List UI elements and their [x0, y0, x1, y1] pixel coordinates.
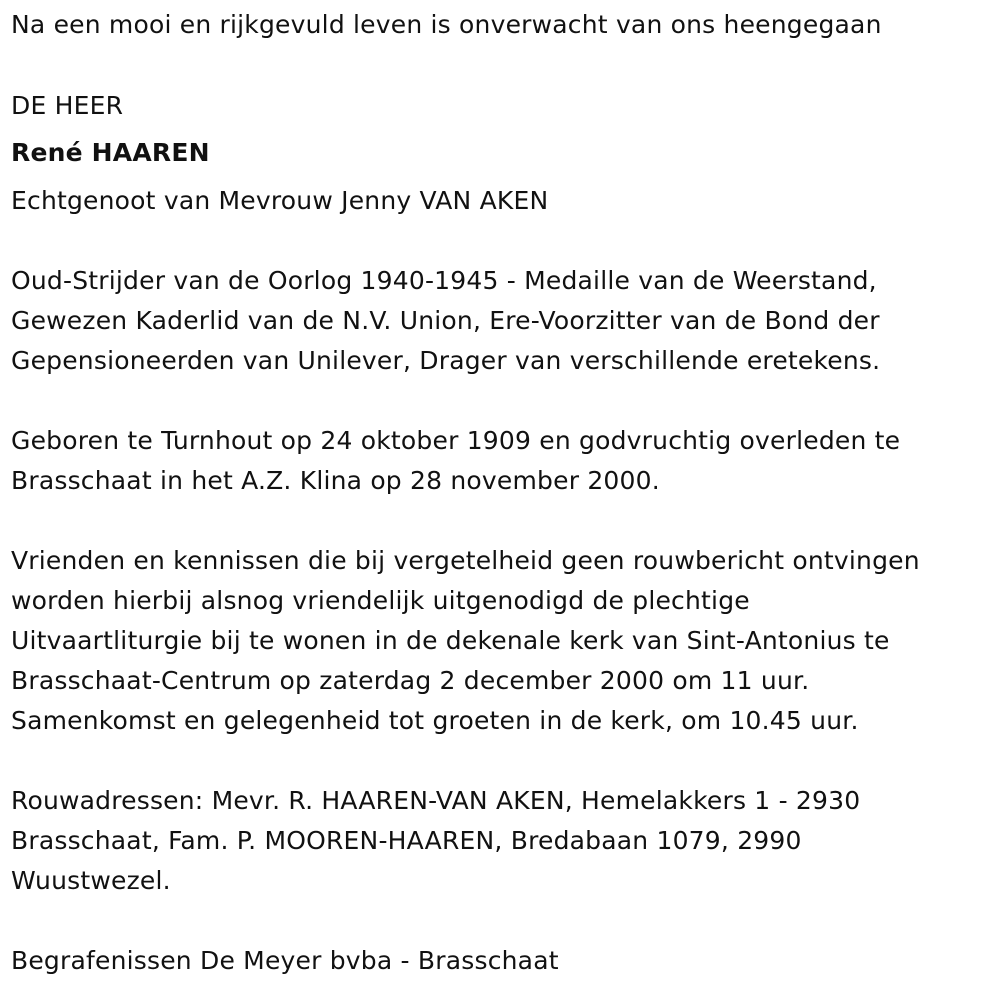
title-prefix: DE HEER: [11, 91, 124, 120]
invitation-line: Vrienden en kennissen die bij vergetelheid geen rouwbericht ontvingen: [11, 546, 920, 575]
opening-line: Na een mooi en rijkgevuld leven is onverwacht van ons heengegaan: [11, 10, 882, 39]
distinctions-line: Gepensioneerden van Unilever, Drager van verschillende eretekens.: [11, 346, 881, 375]
address-line: Wuustwezel.: [11, 866, 171, 895]
distinctions-line: Oud-Strijder van de Oorlog 1940-1945 - Medaille van de Weerstand,: [11, 266, 877, 295]
birth-death-line: Geboren te Turnhout op 24 oktober 1909 en godvruchtig overleden te: [11, 426, 901, 455]
invitation-line: Brasschaat-Centrum op zaterdag 2 december 2000 om 11 uur.: [11, 666, 810, 695]
spouse-line: Echtgenoot van Mevrouw Jenny VAN AKEN: [11, 186, 549, 215]
funeral-home-line: Begrafenissen De Meyer bvba - Brasschaat: [11, 946, 559, 975]
address-line: Brasschaat, Fam. P. MOOREN-HAAREN, Bredabaan 1079, 2990: [11, 826, 802, 855]
invitation-line: Uitvaartliturgie bij te wonen in de dekenale kerk van Sint-Antonius te: [11, 626, 890, 655]
address-line: Rouwadressen: Mevr. R. HAAREN-VAN AKEN, Hemelakkers 1 - 2930: [11, 786, 861, 815]
invitation-line: Samenkomst en gelegenheid tot groeten in de kerk, om 10.45 uur.: [11, 706, 859, 735]
deceased-name: René HAAREN: [11, 138, 210, 167]
invitation-line: worden hierbij alsnog vriendelijk uitgenodigd de plechtige: [11, 586, 750, 615]
distinctions-line: Gewezen Kaderlid van de N.V. Union, Ere-Voorzitter van de Bond der: [11, 306, 880, 335]
birth-death-line: Brasschaat in het A.Z. Klina op 28 november 2000.: [11, 466, 660, 495]
